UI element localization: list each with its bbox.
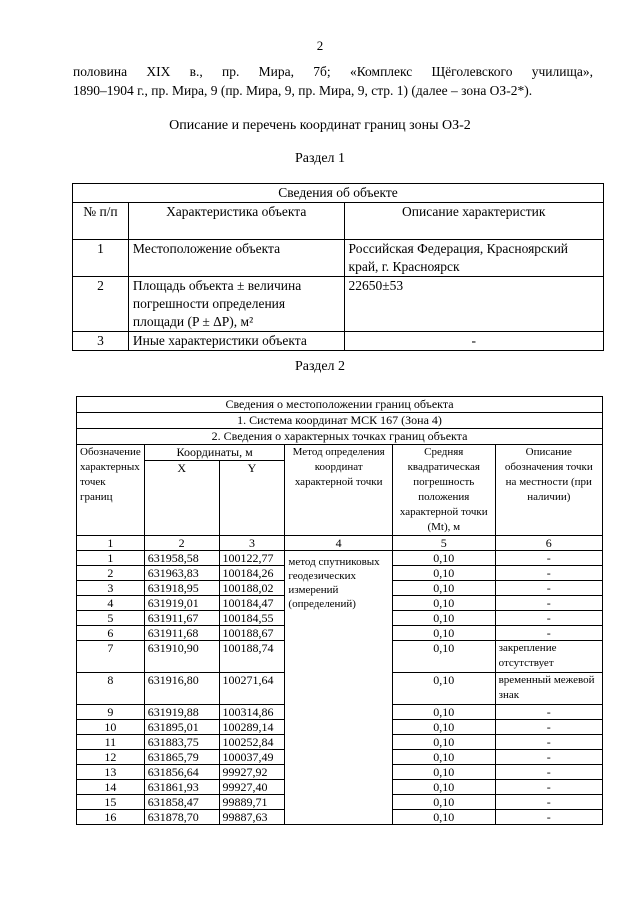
point-marking: - — [495, 720, 602, 735]
table-caption-row — [77, 429, 603, 445]
point-x: 631865,79 — [144, 750, 219, 765]
row-num: 2 — [73, 277, 129, 332]
point-marking: - — [495, 626, 602, 641]
row-description: - — [344, 332, 603, 351]
object-info-caption: Сведения об объекте — [73, 184, 604, 203]
point-number: 4 — [77, 596, 145, 611]
point-x: 631911,68 — [144, 626, 219, 641]
intro-line-1: половина XIX в., пр. Мира, 7б; «Комплекс Щёголевского училища», — [73, 64, 593, 79]
point-marking: - — [495, 581, 602, 596]
point-y: 100184,55 — [219, 611, 285, 626]
point-y: 100271,64 — [219, 673, 285, 705]
point-error: 0,10 — [392, 750, 495, 765]
point-x: 631910,90 — [144, 641, 219, 673]
table-caption-row — [77, 397, 603, 413]
point-number: 12 — [77, 750, 145, 765]
table-row — [77, 551, 603, 566]
point-y: 100289,14 — [219, 720, 285, 735]
header-error: Средняя квадратическая погрешность положения характерной точки (Mt), м — [392, 445, 495, 536]
point-y: 100314,86 — [219, 705, 285, 720]
point-y: 99887,63 — [219, 810, 285, 825]
page-number: 2 — [316, 38, 324, 53]
point-number: 11 — [77, 735, 145, 750]
header-designation: Обозначение характерных точек границ — [77, 445, 145, 536]
point-x: 631963,83 — [144, 566, 219, 581]
point-error: 0,10 — [392, 765, 495, 780]
col-number: 1 — [77, 536, 145, 551]
section1-title: Раздел 1 — [294, 151, 346, 166]
col-number: 4 — [285, 536, 393, 551]
point-marking: - — [495, 735, 602, 750]
row-num: 3 — [73, 332, 129, 351]
header-description: Описание характеристик — [344, 203, 603, 240]
point-x: 631958,58 — [144, 551, 219, 566]
intro-line-2: 1890–1904 г., пр. Мира, 9 (пр. Мира, 9, пр. Мира, 9, стр. 1) (далее – зона ОЗ-2*). — [73, 83, 533, 98]
point-x: 631883,75 — [144, 735, 219, 750]
point-marking: - — [495, 765, 602, 780]
point-number: 13 — [77, 765, 145, 780]
point-number: 16 — [77, 810, 145, 825]
header-num: № п/п — [73, 203, 129, 240]
point-error: 0,10 — [392, 551, 495, 566]
point-number: 9 — [77, 705, 145, 720]
point-number: 10 — [77, 720, 145, 735]
point-y: 100188,02 — [219, 581, 285, 596]
row-description: Российская Федерация, Красноярский край, г. Красноярск — [344, 240, 603, 277]
col-number: 2 — [144, 536, 219, 551]
point-marking: - — [495, 596, 602, 611]
point-number: 1 — [77, 551, 145, 566]
point-y: 100188,74 — [219, 641, 285, 673]
point-error: 0,10 — [392, 735, 495, 750]
object-info-table — [72, 183, 604, 351]
header-marking: Описание обозначения точки на местности (при наличии) — [495, 445, 602, 536]
point-x: 631878,70 — [144, 810, 219, 825]
table-row — [73, 240, 604, 277]
table-row — [73, 332, 604, 351]
point-y: 100184,47 — [219, 596, 285, 611]
header-characteristic: Характеристика объекта — [128, 203, 344, 240]
column-number-row — [77, 536, 603, 551]
point-x: 631911,67 — [144, 611, 219, 626]
point-marking: - — [495, 705, 602, 720]
row-characteristic: Площадь объекта ± величина погрешности определения площади (P ± ΔP), м² — [128, 277, 344, 332]
point-number: 3 — [77, 581, 145, 596]
point-y: 100122,77 — [219, 551, 285, 566]
col-number: 6 — [495, 536, 602, 551]
point-x: 631919,01 — [144, 596, 219, 611]
method-cell: метод спутниковых геодезических измерений (определений) — [285, 551, 393, 825]
point-marking: - — [495, 750, 602, 765]
coordinate-system: 1. Система координат МСК 167 (Зона 4) — [77, 413, 603, 429]
point-marking: - — [495, 611, 602, 626]
point-error: 0,10 — [392, 720, 495, 735]
header-x: X — [144, 461, 219, 536]
table-row — [73, 277, 604, 332]
row-num: 1 — [73, 240, 129, 277]
point-x: 631895,01 — [144, 720, 219, 735]
point-error: 0,10 — [392, 566, 495, 581]
row-characteristic: Иные характеристики объекта — [128, 332, 344, 351]
point-marking: - — [495, 810, 602, 825]
table-header-row — [73, 203, 604, 240]
point-x: 631918,95 — [144, 581, 219, 596]
point-error: 0,10 — [392, 596, 495, 611]
header-coordinates: Координаты, м — [144, 445, 285, 461]
point-x: 631916,80 — [144, 673, 219, 705]
point-error: 0,10 — [392, 611, 495, 626]
boundary-caption: Сведения о местоположении границ объекта — [77, 397, 603, 413]
point-y: 99927,40 — [219, 780, 285, 795]
point-error: 0,10 — [392, 641, 495, 673]
point-error: 0,10 — [392, 810, 495, 825]
point-error: 0,10 — [392, 780, 495, 795]
point-x: 631861,93 — [144, 780, 219, 795]
header-y: Y — [219, 461, 285, 536]
row-characteristic: Местоположение объекта — [128, 240, 344, 277]
section2-title: Раздел 2 — [294, 359, 346, 374]
point-error: 0,10 — [392, 795, 495, 810]
point-number: 8 — [77, 673, 145, 705]
point-y: 100188,67 — [219, 626, 285, 641]
table-header-row — [77, 445, 603, 461]
intro-paragraph — [73, 62, 593, 100]
point-error: 0,10 — [392, 705, 495, 720]
point-y: 99889,71 — [219, 795, 285, 810]
point-number: 2 — [77, 566, 145, 581]
point-x: 631858,47 — [144, 795, 219, 810]
point-marking: - — [495, 780, 602, 795]
table-caption-row — [73, 184, 604, 203]
point-number: 6 — [77, 626, 145, 641]
point-number: 5 — [77, 611, 145, 626]
row-description: 22650±53 — [344, 277, 603, 332]
col-number: 5 — [392, 536, 495, 551]
point-error: 0,10 — [392, 626, 495, 641]
point-y: 100184,26 — [219, 566, 285, 581]
col-number: 3 — [219, 536, 285, 551]
point-error: 0,10 — [392, 581, 495, 596]
point-marking: временный межевой знак — [495, 673, 602, 705]
point-marking: - — [495, 566, 602, 581]
points-subcaption: 2. Сведения о характерных точках границ объекта — [77, 429, 603, 445]
point-number: 7 — [77, 641, 145, 673]
point-y: 100037,49 — [219, 750, 285, 765]
point-x: 631856,64 — [144, 765, 219, 780]
point-number: 14 — [77, 780, 145, 795]
point-marking: - — [495, 551, 602, 566]
point-x: 631919,88 — [144, 705, 219, 720]
point-y: 100252,84 — [219, 735, 285, 750]
boundary-points-table — [76, 396, 603, 825]
point-y: 99927,92 — [219, 765, 285, 780]
point-number: 15 — [77, 795, 145, 810]
point-marking: закрепление отсутствует — [495, 641, 602, 673]
header-method: Метод определения координат характерной точки — [285, 445, 393, 536]
point-error: 0,10 — [392, 673, 495, 705]
table-caption-row — [77, 413, 603, 429]
point-marking: - — [495, 795, 602, 810]
zone-heading: Описание и перечень координат границ зоны ОЗ-2 — [169, 118, 471, 133]
